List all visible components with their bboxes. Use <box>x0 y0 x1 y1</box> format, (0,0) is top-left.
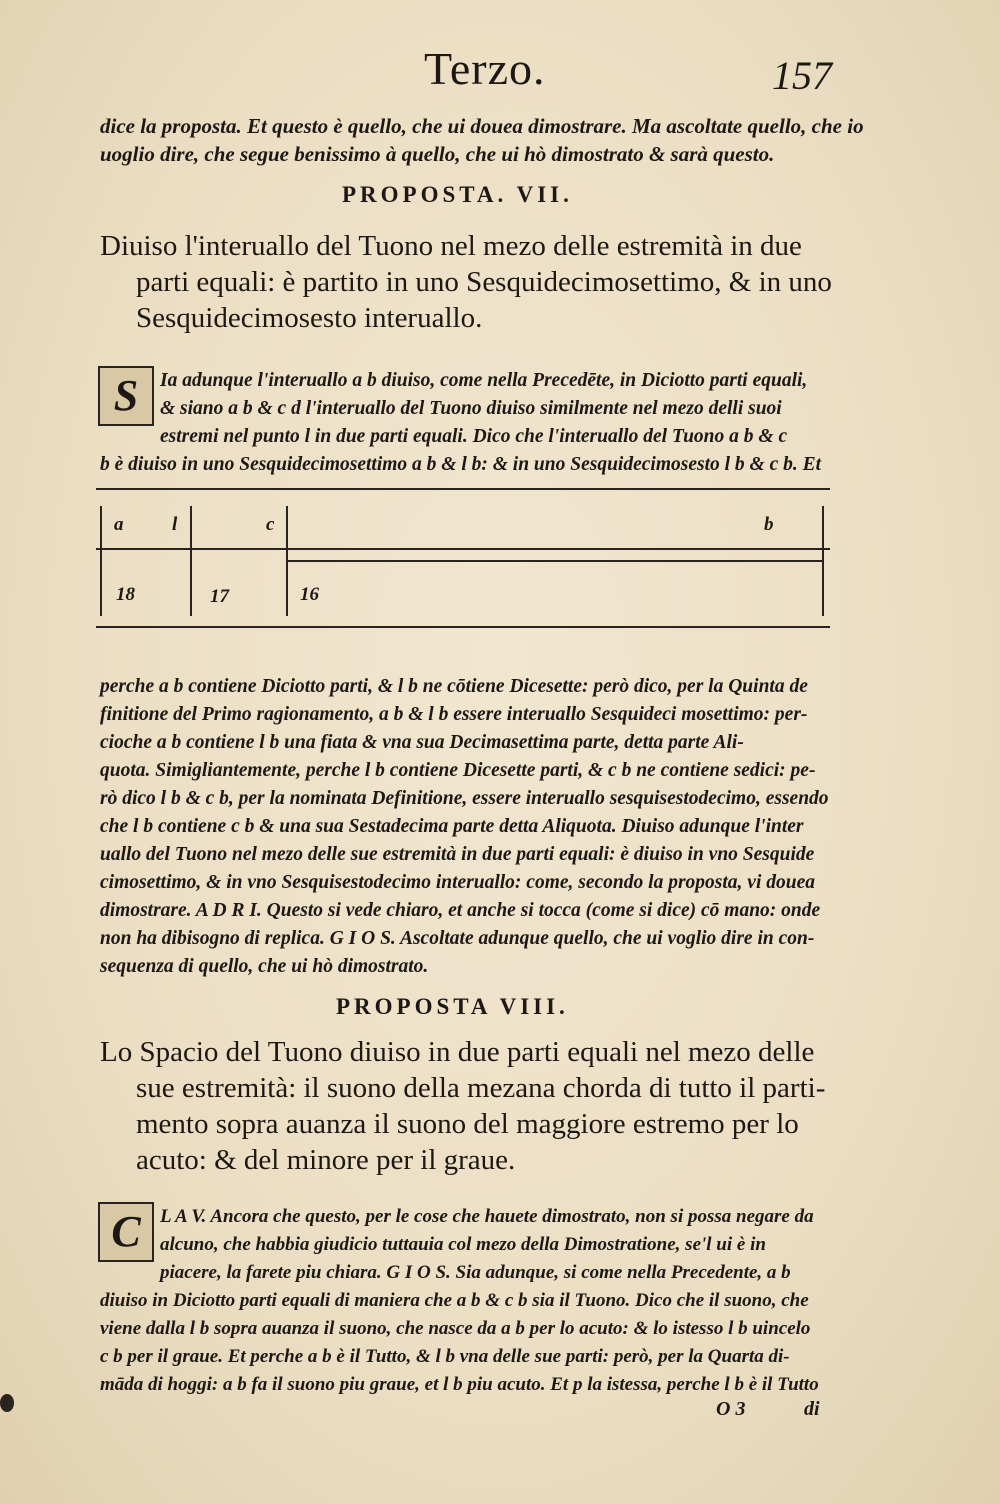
prop7-body-line-2: & siano a b & c d l'interuallo del Tuono diuiso similmente nel mezo delli suoi <box>160 398 782 419</box>
prop7-after-line-5: rò dico l b & c b, per la nominata Definitione, essere interuallo sesquisestodecimo, essendo <box>100 788 829 809</box>
prop8-statement-line-1: Lo Spacio del Tuono diuiso in due parti equali nel mezo delle <box>100 1036 815 1068</box>
intro-line-1: dice la proposta. Et questo è quello, che ui douea dimostrare. Ma ascoltate quello, che io <box>100 114 864 138</box>
prop7-after-line-3: cioche a b contiene l b una fiata & vna sua Decimasettima parte, detta parte Ali- <box>100 732 744 753</box>
prop8-statement-line-2: sue estremità: il suono della mezana chorda di tutto il parti- <box>136 1072 826 1104</box>
prop7-after-line-2: finitione del Primo ragionamento, a b & l b essere interuallo Sesquideci mosettimo: per- <box>100 704 808 725</box>
prop7-after-line-7: uallo del Tuono nel mezo delle sue estremità in due parti equali: è diuiso in vno Sesquide <box>100 844 815 865</box>
number-17: 17 <box>210 586 229 607</box>
prop8-body-line-1: L A V. Ancora che questo, per le cose che hauete dimostrato, non si possa negare da <box>160 1206 814 1227</box>
prop8-statement-line-4: acuto: & del minore per il graue. <box>136 1144 516 1176</box>
diagram-bar-l <box>190 506 192 616</box>
prop7-statement-line-3: Sesquidecimosesto interuallo. <box>136 302 483 334</box>
prop7-statement-line-1: Diuiso l'interuallo del Tuono nel mezo delle estremità in due <box>100 230 802 262</box>
prop7-after-line-6: che l b contiene c b & una sua Sestadecima parte detta Aliquota. Diuiso adunque l'inter <box>100 816 804 837</box>
prop8-body-line-4: diuiso in Diciotto parti equali di maniera che a b & c b sia il Tuono. Dico che il suono, che <box>100 1290 809 1311</box>
diagram-left-bar <box>100 506 102 616</box>
diagram-bottom-rule <box>96 626 830 628</box>
proposition-8-heading: PROPOSTA VIII. <box>336 994 569 1019</box>
number-16: 16 <box>300 584 319 605</box>
running-title: Terzo. <box>424 43 546 94</box>
prop7-after-line-11: sequenza di quello, che ui hò dimostrato. <box>100 956 429 977</box>
number-18: 18 <box>116 584 135 605</box>
label-c: c <box>266 514 275 535</box>
page-number: 157 <box>772 53 832 98</box>
prop7-after-line-10: non ha dibisogno di replica. G I O S. Ascoltate adunque quello, che ui voglio dire in con- <box>100 928 815 949</box>
drop-cap-s: S <box>98 366 154 426</box>
prop7-body-line-1: Ia adunque l'interuallo a b diuiso, come nella Precedēte, in Diciotto parti equali, <box>160 370 808 391</box>
label-a: a <box>114 514 124 535</box>
prop7-after-line-9: dimostrare. A D R I. Questo si vede chiaro, et anche si tocca (come si dice) cō mano: onde <box>100 900 821 921</box>
interval-diagram <box>96 488 830 638</box>
catchword: di <box>804 1398 820 1420</box>
diagram-right-bar <box>822 506 824 616</box>
prop8-body-line-5: viene dalla l b sopra auanza il suono, che nasce da a b per lo acuto: & lo istesso l b uincelo <box>100 1318 811 1339</box>
prop7-after-line-4: quota. Simigliantemente, perche l b contiene Dicesette parti, & c b ne contiene sedici: pe- <box>100 760 816 781</box>
prop7-body-line-4: b è diuiso in uno Sesquidecimosettimo a b & l b: & in uno Sesquidecimosesto l b & c b. Et <box>100 454 822 475</box>
prop7-statement-line-2: parti equali: è partito in uno Sesquidecimosettimo, & in uno <box>136 266 832 298</box>
drop-cap-c: C <box>98 1202 154 1262</box>
diagram-top-rule <box>96 488 830 490</box>
prop8-body-line-3: piacere, la farete piu chiara. G I O S. Sia adunque, si come nella Precedente, a b <box>160 1262 791 1283</box>
ink-spot <box>0 1394 14 1412</box>
prop7-after-line-8: cimosettimo, & in vno Sesquisestodecimo interuallo: come, secondo la proposta, vi douea <box>100 872 815 893</box>
label-b: b <box>764 514 774 535</box>
prop7-body-line-3: estremi nel punto l in due parti equali. Dico che l'interuallo del Tuono a b & c <box>160 426 788 447</box>
diagram-inner-rule <box>286 560 822 562</box>
prop8-body-line-7: māda di hoggi: a b fa il suono piu graue, et l b piu acuto. Et p la istessa, perche l b è il Tutto <box>100 1374 819 1395</box>
diagram-middle-rule <box>96 548 830 550</box>
prop8-statement-line-3: mento sopra auanza il suono del maggiore estremo per lo <box>136 1108 799 1140</box>
intro-line-2: uoglio dire, che segue benissimo à quello, che ui hò dimostrato & sarà questo. <box>100 142 775 166</box>
proposition-7-heading: PROPOSTA. VII. <box>342 182 573 207</box>
prop8-body-line-6: c b per il graue. Et perche a b è il Tutto, & l b vna delle sue parti: però, per la Quarta di- <box>100 1346 790 1367</box>
prop8-body-line-2: alcuno, che habbia giudicio tuttauia col mezo della Dimostratione, se'l ui è in <box>160 1234 766 1255</box>
signature-mark: O 3 <box>716 1398 746 1420</box>
prop7-after-line-1: perche a b contiene Diciotto parti, & l b ne cōtiene Dicesette: però dico, per la Quinta de <box>100 676 808 697</box>
label-l: l <box>172 514 178 535</box>
